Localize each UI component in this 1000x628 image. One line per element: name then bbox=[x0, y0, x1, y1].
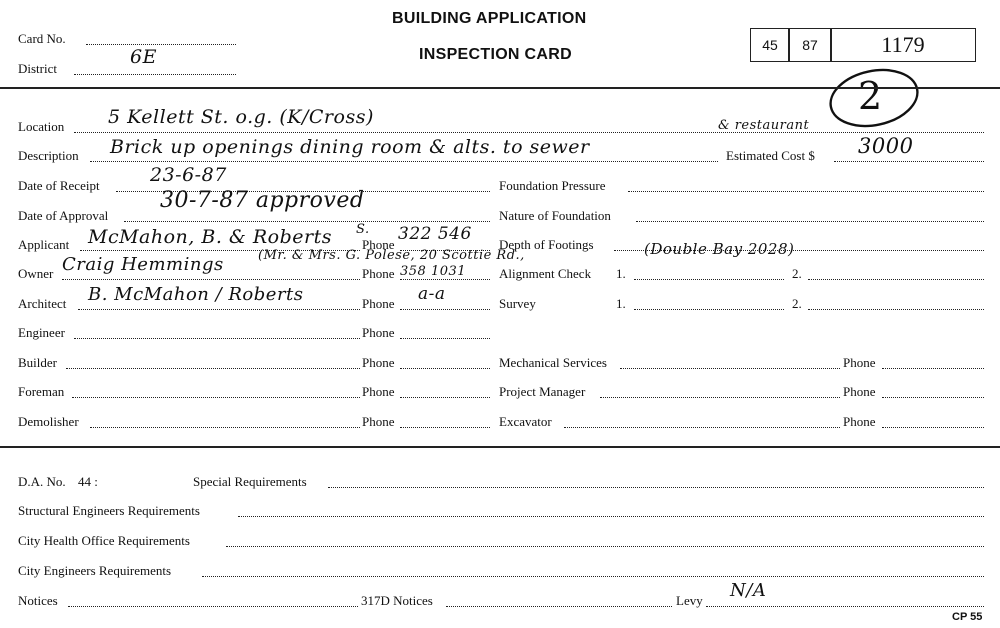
foundation-pressure-line[interactable] bbox=[628, 191, 984, 192]
applicant-label: Applicant bbox=[18, 237, 70, 252]
levy-line[interactable] bbox=[706, 606, 984, 607]
engineer-phone-label: Phone bbox=[362, 325, 395, 340]
circled-mark-value: 2 bbox=[858, 74, 883, 118]
excavator-phone-line[interactable] bbox=[882, 427, 984, 428]
survey-2-line[interactable] bbox=[808, 309, 984, 310]
project-manager-label: Project Manager bbox=[499, 384, 586, 399]
owner-phone-value: 358 1031 bbox=[400, 264, 467, 279]
builder-phone-line[interactable] bbox=[400, 368, 490, 369]
applicant-value: McMahon, B. & Roberts bbox=[88, 226, 332, 248]
owner-phone-label: Phone bbox=[362, 266, 395, 281]
mechanical-services-line[interactable] bbox=[620, 368, 840, 369]
title-building-application: BUILDING APPLICATION bbox=[392, 10, 587, 27]
applicant-phone-value: 322 546 bbox=[398, 224, 472, 244]
city-engineers-label: City Engineers Requirements bbox=[18, 563, 172, 578]
engineer-line[interactable] bbox=[74, 338, 360, 339]
levy-label: Levy bbox=[676, 593, 703, 608]
demolisher-label: Demolisher bbox=[18, 414, 79, 429]
card-number-box: 1179 bbox=[830, 28, 976, 62]
owner-phone-line[interactable] bbox=[400, 279, 490, 280]
alignment-1-line[interactable] bbox=[634, 279, 784, 280]
alignment-check-label: Alignment Check bbox=[499, 266, 592, 281]
structural-engineers-label: Structural Engineers Requirements bbox=[18, 503, 200, 518]
excavator-line[interactable] bbox=[564, 427, 840, 428]
card-no-label: Card No. bbox=[18, 31, 66, 46]
owner-value: Craig Hemmings bbox=[62, 254, 224, 275]
survey-label: Survey bbox=[499, 296, 536, 311]
estimated-cost-value: 3000 bbox=[858, 134, 914, 158]
applicant-phone-label: Phone bbox=[362, 237, 395, 252]
location-value: 5 Kellett St. o.g. (K/Cross) bbox=[108, 106, 374, 128]
notices-label: Notices bbox=[18, 593, 58, 608]
architect-phone-line[interactable] bbox=[400, 309, 490, 310]
special-requirements-label: Special Requirements bbox=[193, 474, 307, 489]
district-label: District bbox=[18, 61, 57, 76]
mechanical-phone-label: Phone bbox=[843, 355, 876, 370]
builder-label: Builder bbox=[18, 355, 57, 370]
estimated-cost-line[interactable] bbox=[834, 161, 984, 162]
engineer-phone-line[interactable] bbox=[400, 338, 490, 339]
bottom-divider bbox=[0, 446, 1000, 448]
notices-317d-label: 317D Notices bbox=[361, 593, 433, 608]
depth-note: (Double Bay 2028) bbox=[644, 240, 795, 258]
structural-engineers-line[interactable] bbox=[238, 516, 984, 517]
excavator-label: Excavator bbox=[499, 414, 552, 429]
project-manager-phone-label: Phone bbox=[843, 384, 876, 399]
mechanical-phone-line[interactable] bbox=[882, 368, 984, 369]
date-approval-value: 30-7-87 approved bbox=[160, 188, 365, 213]
owner-line[interactable] bbox=[62, 279, 360, 280]
applicant-note: S. bbox=[356, 222, 370, 237]
project-manager-line[interactable] bbox=[600, 397, 840, 398]
architect-phone-value: a-a bbox=[418, 284, 446, 304]
footer-code: CP 55 bbox=[952, 611, 983, 623]
description-note: & restaurant bbox=[718, 118, 810, 133]
owner-label: Owner bbox=[18, 266, 54, 281]
owner-note: (Mr. & Mrs. G. Polese, 20 Scottie Rd., bbox=[258, 248, 525, 263]
estimated-cost-label: Estimated Cost $ bbox=[726, 148, 815, 163]
description-line[interactable] bbox=[90, 161, 718, 162]
demolisher-line[interactable] bbox=[90, 427, 360, 428]
date-approval-label: Date of Approval bbox=[18, 208, 109, 223]
alignment-1-label: 1. bbox=[616, 266, 626, 281]
architect-line[interactable] bbox=[78, 309, 360, 310]
survey-2-label: 2. bbox=[792, 296, 802, 311]
city-health-label: City Health Office Requirements bbox=[18, 533, 190, 548]
city-engineers-line[interactable] bbox=[202, 576, 984, 577]
survey-1-line[interactable] bbox=[634, 309, 784, 310]
location-line[interactable] bbox=[74, 132, 984, 133]
title-inspection-card: INSPECTION CARD bbox=[419, 46, 572, 63]
survey-1-label: 1. bbox=[616, 296, 626, 311]
notices-line[interactable] bbox=[68, 606, 358, 607]
date-receipt-label: Date of Receipt bbox=[18, 178, 100, 193]
description-label: Description bbox=[18, 148, 79, 163]
foreman-line[interactable] bbox=[72, 397, 360, 398]
demolisher-phone-label: Phone bbox=[362, 414, 395, 429]
date-approval-line[interactable] bbox=[124, 221, 490, 222]
nature-foundation-label: Nature of Foundation bbox=[499, 208, 611, 223]
card-box-1: 45 bbox=[750, 28, 790, 62]
notices-317d-line[interactable] bbox=[446, 606, 672, 607]
excavator-phone-label: Phone bbox=[843, 414, 876, 429]
location-label: Location bbox=[18, 119, 65, 134]
district-value: 6E bbox=[130, 46, 157, 68]
district-line[interactable] bbox=[74, 74, 236, 75]
card-no-line[interactable] bbox=[86, 44, 236, 45]
special-requirements-line[interactable] bbox=[328, 487, 984, 488]
nature-foundation-line[interactable] bbox=[636, 221, 984, 222]
alignment-2-label: 2. bbox=[792, 266, 802, 281]
date-receipt-value: 23-6-87 bbox=[150, 164, 227, 186]
builder-phone-label: Phone bbox=[362, 355, 395, 370]
card-box-2: 87 bbox=[788, 28, 832, 62]
header-divider bbox=[0, 87, 1000, 89]
mechanical-services-label: Mechanical Services bbox=[499, 355, 607, 370]
project-manager-phone-line[interactable] bbox=[882, 397, 984, 398]
architect-phone-label: Phone bbox=[362, 296, 395, 311]
foreman-phone-label: Phone bbox=[362, 384, 395, 399]
city-health-line[interactable] bbox=[226, 546, 984, 547]
depth-footings-label: Depth of Footings bbox=[499, 237, 594, 252]
architect-label: Architect bbox=[18, 296, 67, 311]
description-value: Brick up openings dining room & alts. to sewer bbox=[110, 136, 590, 158]
builder-line[interactable] bbox=[66, 368, 360, 369]
engineer-label: Engineer bbox=[18, 325, 65, 340]
da-no-label: D.A. No. bbox=[18, 474, 66, 489]
foreman-label: Foreman bbox=[18, 384, 65, 399]
foreman-phone-line[interactable] bbox=[400, 397, 490, 398]
da-no-value: 44 : bbox=[78, 474, 98, 489]
levy-value: N/A bbox=[730, 580, 767, 601]
demolisher-phone-line[interactable] bbox=[400, 427, 490, 428]
foundation-pressure-label: Foundation Pressure bbox=[499, 178, 606, 193]
alignment-2-line[interactable] bbox=[808, 279, 984, 280]
architect-value: B. McMahon / Roberts bbox=[88, 284, 304, 305]
